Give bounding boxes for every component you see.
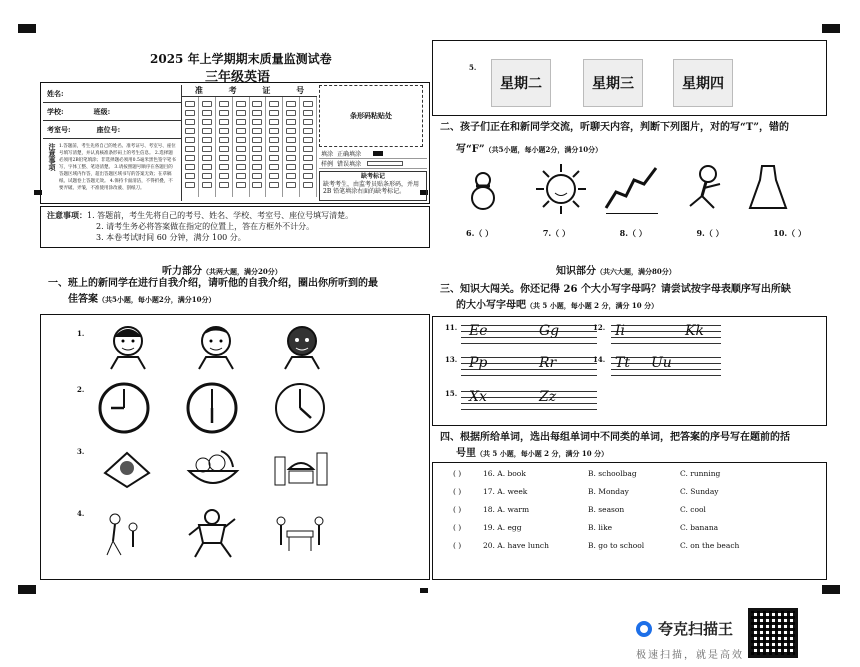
question-number: 5. [469, 63, 477, 72]
answer-bubble[interactable] [286, 173, 296, 179]
bubble-columns [182, 97, 317, 197]
answer-bubble[interactable] [269, 110, 279, 116]
scanner-logo [636, 618, 733, 639]
answer-bubble[interactable] [286, 182, 296, 188]
question-number: 4. [77, 509, 85, 518]
answer-bubble[interactable] [219, 137, 229, 143]
answer-bubble[interactable] [185, 101, 195, 107]
answer-bubble[interactable] [236, 101, 246, 107]
answer-bubble[interactable] [202, 119, 212, 125]
answer-bubble[interactable] [303, 146, 313, 152]
answer-bubble[interactable] [185, 110, 195, 116]
answer-blank[interactable]: 7.（ ） [542, 228, 570, 238]
note-item: 2. 请考生务必将答案做在指定的位置上，答在方框外不计分。 [96, 222, 315, 231]
exam-room-label: 考室号: [47, 124, 71, 134]
q3-sub: （共 5 小题，每小题 2 分，满分 10 分） [526, 301, 659, 310]
answer-bubble[interactable] [202, 164, 212, 170]
letter-line[interactable] [611, 321, 721, 341]
q4-line1: 四、根据所给单词，选出每组单词中不同类的单词，把答案的序号写在题前的括 [440, 432, 790, 443]
answer-bubble[interactable] [286, 146, 296, 152]
missing-mark-box [319, 171, 427, 201]
answer-bubble[interactable] [185, 137, 195, 143]
option-c: C. on the beach [680, 541, 740, 550]
bubble-column [233, 97, 250, 197]
letter-pair: Uu [651, 355, 672, 371]
clock-icon[interactable] [185, 381, 239, 435]
question-number: 1. [77, 329, 85, 338]
missing-title: 缺考标记 [360, 173, 385, 180]
answer-paren[interactable]: ( ) [453, 505, 462, 514]
question-number: 13. [445, 355, 458, 364]
boy-face-icon[interactable] [277, 321, 327, 371]
answer-bubble[interactable] [219, 164, 229, 170]
logo-icon [636, 621, 652, 637]
missing-text: 缺考考生，由监考员贴条形码，并用 2B 铅笔填涂右面的缺考标记。 [323, 180, 420, 195]
q2-sub: （共5小题，每小题2分，满分10分） [484, 145, 603, 154]
sandwich-icon[interactable] [99, 443, 155, 493]
fruit-bowl-icon[interactable] [183, 443, 243, 493]
answer-bubble[interactable] [269, 119, 279, 125]
weekday-card[interactable]: 星期三 [583, 59, 643, 107]
question-1-title [48, 276, 428, 308]
answer-bubble[interactable] [202, 173, 212, 179]
seat-label: 座位号: [96, 124, 121, 134]
option-a: 19. A. egg [483, 523, 522, 532]
question-number: 3. [77, 447, 85, 456]
question-2-title [440, 120, 830, 158]
letter-line[interactable] [461, 321, 597, 341]
answer-bubble[interactable] [219, 182, 229, 188]
word-row [453, 523, 813, 535]
answer-bubble[interactable] [286, 137, 296, 143]
answer-bubble[interactable] [303, 101, 313, 107]
answer-bubble[interactable] [252, 155, 262, 161]
class-label: 班级: [93, 106, 111, 116]
registration-mark [822, 24, 840, 33]
letter-line[interactable] [611, 353, 721, 373]
q1-line1: 一、班上的新同学在进行自我介绍，请听他的自我介绍，圈出你所听到的最 [48, 278, 378, 289]
answer-bubble[interactable] [269, 146, 279, 152]
answer-bubble[interactable] [236, 119, 246, 125]
answer-blank[interactable]: 8.（ ） [619, 228, 647, 238]
option-b: B. go to school [588, 541, 645, 550]
answer-bubble[interactable] [236, 182, 246, 188]
answer-bubble[interactable] [236, 155, 246, 161]
answer-bubble[interactable] [236, 128, 246, 134]
bubble-column [182, 97, 199, 197]
answer-bubble[interactable] [219, 119, 229, 125]
brand-slogan: 极速扫描，就是高效 [636, 650, 744, 661]
answer-bubble[interactable] [219, 173, 229, 179]
boy-face-icon[interactable] [103, 321, 153, 371]
answer-bubble[interactable] [185, 146, 195, 152]
option-a: 20. A. have lunch [483, 541, 549, 550]
bubble-column [266, 97, 283, 197]
answer-bubble[interactable] [303, 164, 313, 170]
qr-code-icon [748, 608, 798, 658]
answer-bubble[interactable] [269, 101, 279, 107]
weekday-card[interactable]: 星期四 [673, 59, 733, 107]
kungfu-boy-icon[interactable] [185, 505, 239, 559]
answer-blank[interactable]: 9.（ ） [696, 228, 724, 238]
letter-pair: Gg [539, 323, 560, 339]
option-a: 17. A. week [483, 487, 528, 496]
knowledge-sub: （共六大题，满分80分） [596, 267, 676, 276]
word-row [453, 469, 813, 481]
answer-bubble[interactable] [269, 182, 279, 188]
bubble-column [250, 97, 267, 197]
clock-icon[interactable] [273, 381, 327, 435]
answer-bubble[interactable] [236, 173, 246, 179]
answer-bubble[interactable] [219, 128, 229, 134]
ping-pong-icon[interactable] [273, 505, 327, 559]
running-kid-icon [680, 162, 730, 214]
notes-box [40, 206, 430, 248]
option-b: B. Monday [588, 487, 629, 496]
option-c: C. Sunday [680, 487, 719, 496]
question-number: 12. [593, 323, 606, 332]
word-row [453, 505, 813, 517]
answer-blank[interactable]: 6.（ ） [466, 228, 494, 238]
answer-bubble[interactable] [236, 146, 246, 152]
option-c: C. cool [680, 505, 706, 514]
option-b: B. like [588, 523, 613, 532]
answer-bubble[interactable] [286, 110, 296, 116]
q2-line2: 写“F” [456, 144, 485, 155]
dancing-kids-icon[interactable] [99, 505, 149, 559]
clock-icon[interactable] [97, 381, 151, 435]
question-number: 11. [445, 323, 458, 332]
q4-line2: 号里 [456, 448, 476, 459]
wrong-bubbles [367, 161, 403, 166]
bubble-column [216, 97, 233, 197]
question-3-title [440, 282, 830, 314]
answer-paren[interactable]: ( ) [453, 469, 462, 478]
note-item: 3. 本卷考试时间 60 分钟，满分 100 分。 [96, 233, 246, 242]
boy-face-icon[interactable] [191, 321, 241, 371]
answer-bubble[interactable] [219, 155, 229, 161]
exam-subject: 三年级英语 [205, 70, 271, 85]
letter-line[interactable] [461, 387, 597, 407]
answer-bubble[interactable] [303, 119, 313, 125]
option-c: C. banana [680, 523, 719, 532]
fast-food-icon[interactable] [271, 443, 331, 493]
answer-bubble[interactable] [269, 128, 279, 134]
question-5-box [432, 40, 827, 116]
exam-no-char: 准 [194, 85, 203, 95]
answer-bubble[interactable] [202, 155, 212, 161]
answer-bubble[interactable] [202, 101, 212, 107]
sun-icon [534, 162, 588, 216]
bubble-column [300, 97, 317, 197]
school-label: 学校: [47, 106, 64, 116]
answer-bubble[interactable] [303, 110, 313, 116]
answer-bubble[interactable] [303, 155, 313, 161]
word-row [453, 541, 813, 553]
answer-paren[interactable]: ( ) [453, 487, 462, 496]
answer-bubble[interactable] [202, 128, 212, 134]
answer-paren[interactable]: ( ) [453, 541, 462, 550]
knowledge-heading [556, 262, 676, 277]
answer-bubble[interactable] [202, 146, 212, 152]
answer-sheet-header [40, 82, 430, 204]
letter-pair: Pp [469, 355, 488, 371]
answer-bubble[interactable] [269, 155, 279, 161]
sample-label: 样例 [321, 161, 334, 168]
notice-label: 注意事项 [48, 143, 57, 171]
q3-line2: 的大小写字母吧 [456, 300, 526, 311]
fill-label: 填涂 [321, 151, 334, 158]
fill-correct: 正确填涂 [337, 151, 362, 158]
listening-heading [162, 262, 282, 277]
registration-mark [18, 585, 36, 594]
answer-bubble[interactable] [269, 137, 279, 143]
answer-bubble[interactable] [303, 137, 313, 143]
option-a: 16. A. book [483, 469, 526, 478]
answer-paren[interactable]: ( ) [453, 523, 462, 532]
option-a: 18. A. warm [483, 505, 530, 514]
exam-title: 2025 年上学期期末质量监测试卷 [150, 52, 332, 66]
question-4-title [440, 430, 830, 462]
answer-bubble[interactable] [185, 164, 195, 170]
answer-blank[interactable]: 10.（ ） [773, 228, 806, 238]
barcode-area: 条形码粘贴处 [319, 85, 423, 147]
answer-bubble[interactable] [185, 155, 195, 161]
answer-bubble[interactable] [269, 164, 279, 170]
fill-example [319, 149, 427, 169]
answer-bubble[interactable] [252, 101, 262, 107]
answer-bubble[interactable] [286, 155, 296, 161]
letter-pair: Rr [539, 355, 557, 371]
name-label: 姓名: [47, 88, 64, 98]
notice-text: 1.答题前，考生先将自己的姓名、准考证号、考室号、座位号填写清楚，并认真核准条形码上的考生信息。 2.选择题必须用2B铅笔填涂；非选择题必须用0.5毫米黑色签字笔书写，字体工整、笔迹清楚。 3.请按照题号顺序在各题目的答题区域内作答，超出答题区域书写的答案无效；在草稿纸、试题卷上答题无效。 4.保持卡面清洁，不得折叠，不要弄破、弄皱，不准使用涂改液、刮纸刀。 [59, 144, 176, 191]
answer-bubble[interactable] [303, 173, 313, 179]
answer-bubble[interactable] [252, 173, 262, 179]
q4-sub: （共 5 小题，每小题 2 分，满分 10 分） [476, 449, 609, 458]
exam-no-char: 号 [296, 85, 305, 95]
answer-bubble[interactable] [202, 137, 212, 143]
notes-label: 注意事项： [47, 210, 87, 220]
weekday-card[interactable]: 星期二 [491, 59, 551, 107]
answer-bubble[interactable] [219, 146, 229, 152]
q1-line2: 佳答案 [68, 294, 98, 305]
answer-bubble[interactable] [219, 101, 229, 107]
brand-name: 夸克扫描王 [658, 620, 734, 638]
letter-pair: Tt [615, 355, 630, 371]
answer-bubble[interactable] [252, 137, 262, 143]
answer-bubble[interactable] [185, 173, 195, 179]
note-item: 1. 答题前，考生先将自己的考号、姓名、学校、考室号、座位号填写清楚。 [87, 211, 354, 220]
answer-bubble[interactable] [252, 110, 262, 116]
answer-bubble[interactable] [185, 119, 195, 125]
registration-mark [420, 588, 428, 593]
great-wall-icon [604, 162, 660, 214]
answer-bubble[interactable] [202, 182, 212, 188]
option-b: B. schoolbag [588, 469, 637, 478]
answer-bubble[interactable] [252, 146, 262, 152]
q2-line1: 二、孩子们正在和新同学交流，听聊天内容，判断下列图片，对的写“T”，错的 [440, 122, 789, 133]
snowman-icon [458, 164, 508, 214]
letter-pair: Kk [685, 323, 704, 339]
answer-bubble[interactable] [185, 182, 195, 188]
q1-sub: （共5小题，每小题2分，满分10分） [98, 295, 216, 304]
answer-bubble[interactable] [236, 137, 246, 143]
listening-sub: （共两大题，满分20分） [202, 267, 282, 276]
exam-no-char: 考 [228, 85, 237, 95]
answer-bubble[interactable] [286, 101, 296, 107]
question-number: 2. [77, 385, 85, 394]
q3-line1: 三、知识大闯关。你还记得 26 个大小写字母吗？请尝试按字母表顺序写出所缺 [440, 284, 791, 295]
answer-bubble[interactable] [185, 128, 195, 134]
exam-no-char: 证 [262, 85, 271, 95]
question-number: 15. [445, 389, 458, 398]
answer-bubble[interactable] [219, 110, 229, 116]
answer-bubble[interactable] [286, 119, 296, 125]
tf-answers [466, 228, 806, 239]
bubble-column [199, 97, 216, 197]
letter-pair: Zz [539, 389, 557, 405]
letters-box [432, 316, 827, 426]
letter-pair: Ee [469, 323, 488, 339]
answer-bubble[interactable] [252, 182, 262, 188]
letter-pair: Ii [615, 323, 626, 339]
answer-bubble[interactable] [303, 182, 313, 188]
answer-bubble[interactable] [303, 128, 313, 134]
answer-bubble[interactable] [236, 164, 246, 170]
dress-icon [748, 162, 788, 214]
letter-line[interactable] [461, 353, 597, 373]
registration-mark [822, 585, 840, 594]
answer-bubble[interactable] [236, 110, 246, 116]
answer-bubble[interactable] [252, 128, 262, 134]
listening-title: 听力部分 [162, 266, 202, 277]
option-c: C. running [680, 469, 721, 478]
answer-bubble[interactable] [202, 110, 212, 116]
answer-bubble[interactable] [286, 128, 296, 134]
registration-mark [18, 24, 36, 33]
letter-pair: Xx [469, 389, 487, 405]
filled-bubble [373, 151, 383, 156]
question-number: 14. [593, 355, 606, 364]
option-b: B. season [588, 505, 625, 514]
exam-number-grid [181, 85, 317, 201]
answer-bubble[interactable] [269, 173, 279, 179]
listening-pictures [40, 314, 430, 580]
word-row [453, 487, 813, 499]
word-choice-box [432, 462, 827, 580]
fill-wrong: 错误填涂 [337, 161, 362, 168]
bubble-column [283, 97, 300, 197]
answer-bubble[interactable] [286, 164, 296, 170]
knowledge-title: 知识部分 [556, 266, 596, 277]
answer-bubble[interactable] [252, 164, 262, 170]
answer-bubble[interactable] [252, 119, 262, 125]
